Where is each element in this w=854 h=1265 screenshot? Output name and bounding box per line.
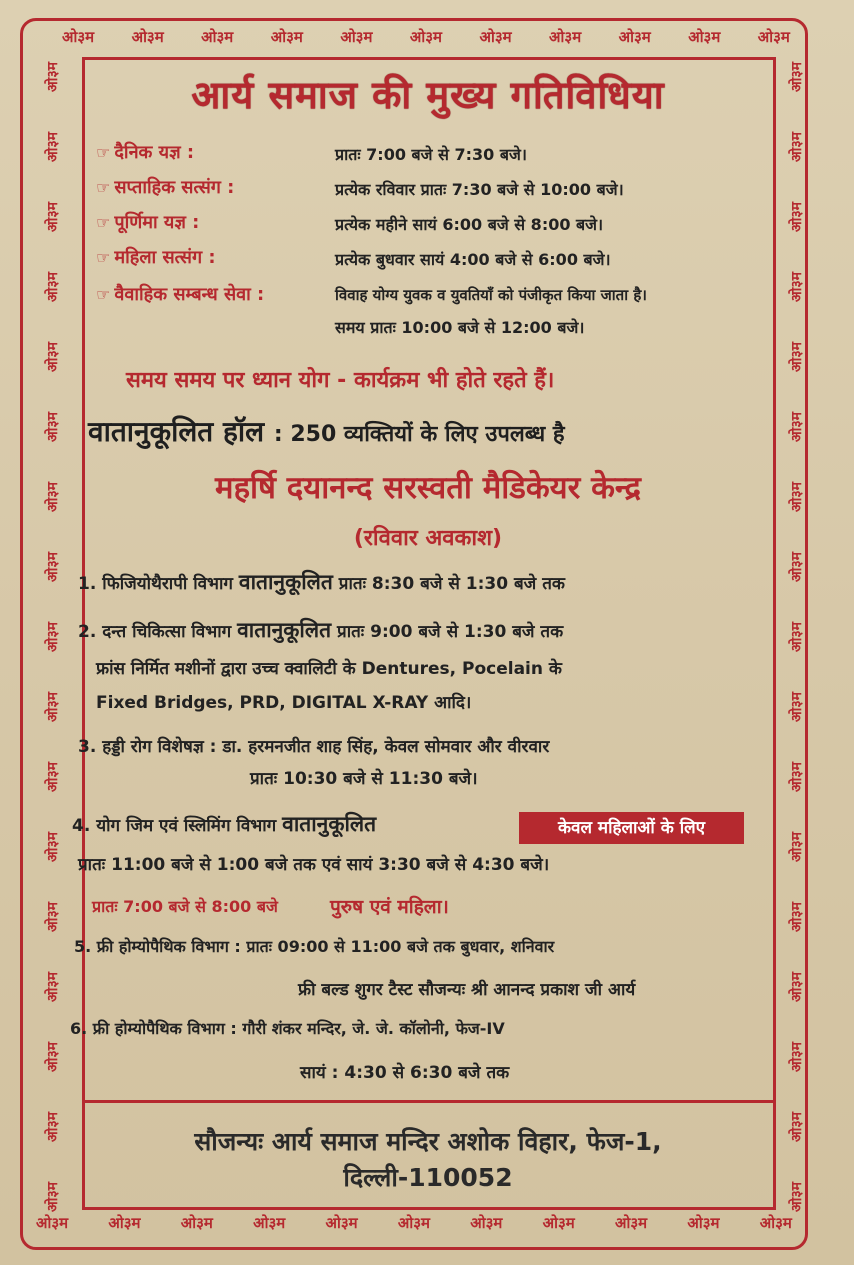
border-om-text: ओ३म — [108, 1214, 141, 1232]
border-om-text: ओ३म — [44, 692, 61, 722]
border-om-text: ओ३म — [788, 62, 805, 92]
border-om-text: ओ३म — [44, 552, 61, 582]
border-om-text: ओ३म — [180, 1214, 213, 1232]
border-om-text: ओ३म — [44, 832, 61, 862]
border-om-text: ओ३म — [615, 1214, 648, 1232]
border-om-text: ओ३म — [44, 1182, 61, 1212]
department-dental: 2. दन्त चिकित्सा विभाग वातानुकूलित प्रातः 9:00 बजे से 1:30 बजे तक — [78, 618, 564, 642]
border-om-text: ओ३म — [788, 132, 805, 162]
border-om-right — [781, 62, 811, 1212]
border-om-text: ओ३म — [479, 28, 512, 46]
border-om-text: ओ३म — [759, 1214, 792, 1232]
department-orthopedic: 3. हड्डी रोग विशेषज्ञ : डा. हरमनजीत शाह सिंह, केवल सोमवार और वीरवार — [78, 737, 550, 757]
page-title: आर्य समाज की मुख्य गतिविधिया — [191, 73, 665, 117]
border-om-text: ओ३म — [131, 28, 164, 46]
department-yoga-gym: 4. योग जिम एवं स्लिमिंग विभाग वातानुकूलित — [72, 812, 377, 836]
border-om-text: ओ३म — [44, 132, 61, 162]
activity-marriage-service: ☞ वैवाहिक सम्बन्ध सेवा : — [96, 284, 265, 305]
border-om-text: ओ३म — [788, 202, 805, 232]
border-om-text: ओ३म — [62, 28, 95, 46]
activity-mahila-satsang: ☞ महिला सत्संग : — [96, 247, 216, 268]
activity-weekly-satsang: ☞ सप्ताहिक सत्संग : — [96, 177, 235, 198]
border-om-text: ओ३म — [788, 832, 805, 862]
pointing-hand-icon: ☞ — [96, 178, 111, 197]
border-om-text: ओ३म — [409, 28, 443, 46]
pointing-hand-icon: ☞ — [96, 143, 111, 162]
pointing-hand-icon: ☞ — [96, 285, 111, 304]
activity-value: प्रत्येक बुधवार सायं 4:00 बजे से 6:00 बजे। — [335, 250, 611, 269]
dental-detail-1: फ्रांस निर्मित मशीनों द्वारा उच्च क्वालिटी के Dentures, Pocelain के — [96, 659, 562, 679]
border-om-text: ओ३म — [788, 412, 805, 442]
border-om-text: ओ३म — [470, 1214, 503, 1232]
border-om-text: ओ३म — [788, 692, 805, 722]
yoga-gym-time: प्रातः 11:00 बजे से 1:00 बजे तक एवं सायं 3:30 बजे से 4:30 बजे। — [78, 855, 550, 875]
border-om-text: ओ३म — [253, 1214, 286, 1232]
border-om-text: ओ३म — [340, 28, 373, 46]
activity-value: प्रत्येक महीने सायं 6:00 बजे से 8:00 बजे। — [335, 215, 604, 234]
border-om-text: ओ३म — [44, 1112, 61, 1142]
activity-value: प्रत्येक रविवार प्रातः 7:30 बजे से 10:00 बजे। — [335, 180, 624, 199]
border-om-top — [62, 27, 790, 47]
border-om-text: ओ३म — [270, 28, 303, 46]
department-homeopathy-1: 5. फ्री होम्योपैथिक विभाग : प्रातः 09:00 से 11:00 बजे तक बुधवार, शनिवार — [74, 937, 555, 956]
border-om-text: ओ३म — [325, 1214, 358, 1232]
yoga-gym-morning: प्रातः 7:00 बजे से 8:00 बजे — [92, 897, 278, 916]
marriage-time: समय प्रातः 10:00 बजे से 12:00 बजे। — [335, 318, 585, 337]
border-om-text: ओ३म — [788, 622, 805, 652]
border-om-left — [37, 62, 67, 1212]
pointing-hand-icon: ☞ — [96, 213, 111, 232]
border-om-text: ओ३म — [788, 1112, 805, 1142]
footer-city: दिल्ली-110052 — [343, 1163, 513, 1192]
border-om-text: ओ३म — [788, 1042, 805, 1072]
homeopathy-2-time: सायं : 4:30 से 6:30 बजे तक — [300, 1063, 510, 1083]
border-om-text: ओ३म — [44, 762, 61, 792]
border-om-text: ओ३म — [788, 552, 805, 582]
border-om-text: ओ३म — [44, 272, 61, 302]
border-om-text: ओ३म — [618, 28, 651, 46]
border-om-text: ओ३म — [549, 28, 582, 46]
border-om-text: ओ३म — [44, 482, 61, 512]
border-om-text: ओ३म — [757, 28, 790, 46]
department-homeopathy-2: 6. फ्री होम्योपैथिक विभाग : गौरी शंकर मन्दिर, जे. जे. कॉलोनी, फेज-IV — [70, 1019, 505, 1038]
border-om-text: ओ३म — [44, 622, 61, 652]
yoga-gym-gender: पुरुष एवं महिला। — [330, 896, 449, 918]
border-om-text: ओ३म — [788, 482, 805, 512]
border-om-text: ओ३म — [788, 272, 805, 302]
border-om-text: ओ३म — [36, 1214, 69, 1232]
activity-value: विवाह योग्य युवक व युवतियाँ को पंजीकृत किया जाता है। — [335, 286, 647, 304]
border-om-text: ओ३म — [44, 202, 61, 232]
dental-detail-2: Fixed Bridges, PRD, DIGITAL X-RAY आदि। — [96, 693, 472, 713]
border-om-text: ओ३म — [44, 1042, 61, 1072]
medicare-title: महर्षि दयानन्द सरस्वती मैडिकेयर केन्द्र — [215, 470, 641, 506]
pointing-hand-icon: ☞ — [96, 248, 111, 267]
border-om-text: ओ३म — [44, 62, 61, 92]
border-om-text: ओ३म — [688, 28, 721, 46]
orthopedic-time: प्रातः 10:30 बजे से 11:30 बजे। — [250, 769, 478, 789]
border-om-text: ओ३म — [788, 972, 805, 1002]
border-om-text: ओ३म — [788, 1182, 805, 1212]
border-om-text: ओ३म — [44, 902, 61, 932]
border-om-text: ओ३म — [44, 972, 61, 1002]
activity-daily-yagya: ☞ दैनिक यज्ञ : — [96, 142, 195, 163]
activity-value: प्रातः 7:00 बजे से 7:30 बजे। — [335, 145, 527, 164]
border-om-bottom — [36, 1213, 792, 1233]
border-om-text: ओ३म — [788, 902, 805, 932]
department-physiotherapy: 1. फिजियोथैरापी विभाग वातानुकूलित प्रातः 8:30 बजे से 1:30 बजे तक — [78, 570, 565, 594]
meditation-note: समय समय पर ध्यान योग - कार्यक्रम भी होते रहते हैं। — [126, 368, 555, 393]
activity-purnima-yagya: ☞ पूर्णिमा यज्ञ : — [96, 212, 200, 233]
border-om-text: ओ३म — [201, 28, 234, 46]
border-om-text: ओ३म — [542, 1214, 575, 1232]
blood-sugar-test: फ्री बल्ड शुगर टैस्ट सौजन्यः श्री आनन्द प्रकाश जी आर्य — [298, 980, 636, 1000]
women-only-badge: केवल महिलाओं के लिए — [519, 812, 744, 844]
border-om-text: ओ३म — [687, 1214, 720, 1232]
border-om-text: ओ३म — [788, 342, 805, 372]
footer-address: सौजन्यः आर्य समाज मन्दिर अशोक विहार, फेज-1, — [194, 1127, 662, 1156]
border-om-text: ओ३म — [397, 1214, 430, 1232]
hall-info: वातानुकूलित हॉल : 250 व्यक्तियों के लिए उपलब्ध है — [88, 415, 565, 448]
border-om-text: ओ३म — [44, 412, 61, 442]
holiday-note: (रविवार अवकाश) — [353, 526, 503, 551]
border-om-text: ओ३म — [44, 342, 61, 372]
border-om-text: ओ३म — [788, 762, 805, 792]
footer-divider — [82, 1100, 776, 1103]
